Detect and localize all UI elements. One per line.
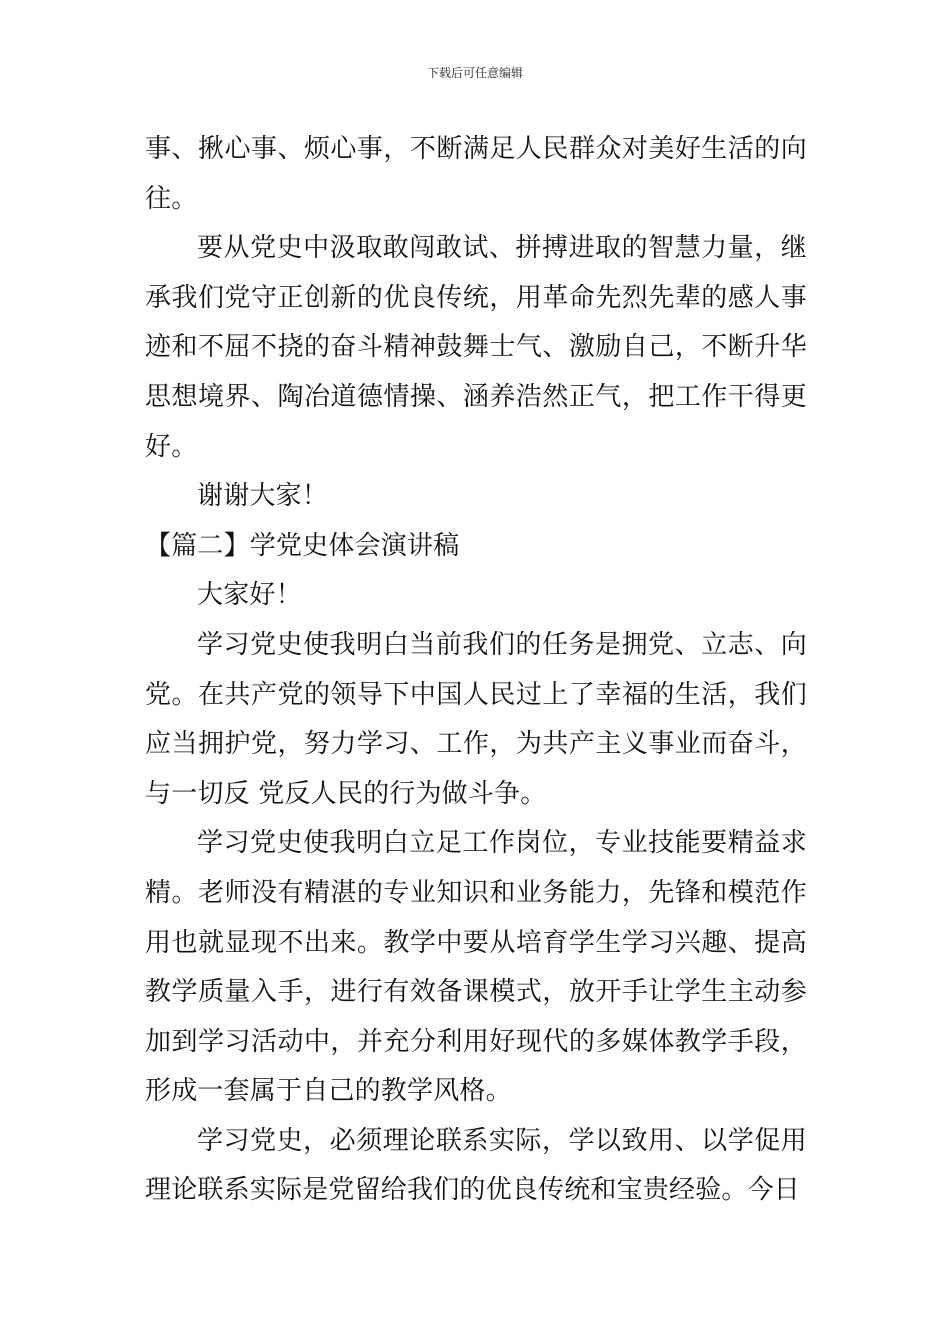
document-body xyxy=(145,125,807,1216)
paragraph: 学习党史，必须理论联系实际，学以致用、以学促用理论联系实际是党留给我们的优良传统和宝贵经验。今日 xyxy=(145,1125,807,1206)
paragraph-closing: 谢谢大家！ xyxy=(197,481,329,512)
paragraph-continuation: 事、揪心事、烦心事，不断满足人民群众对美好生活的向往。 xyxy=(145,134,807,214)
paragraph: 要从党史中汲取敢闯敢试、拼搏进取的智慧力量，继承我们党守正创新的优良传统，用革命先烈先辈的感人事迹和不屈不挠的奋斗精神鼓舞士气、激励自己，不断升华思想境界、陶冶道德情操、涵养浩然正气，把工作干得更好。 xyxy=(145,233,807,462)
paragraph-greeting: 大家好！ xyxy=(197,580,302,611)
section-heading: 【篇二】学党史体会演讲稿 xyxy=(145,530,460,561)
paragraph: 学习党史使我明白立足工作岗位，专业技能要精益求精。老师没有精湛的专业知识和业务能力，先锋和模范作用也就显现不出来。教学中要从培育学生学习兴趣、提高教学质量入手，进行有效备课模式，放开手让学生主动参加到学习活动中，并充分利用好现代的多媒体教学手段，形成一套属于自己的教学风格。 xyxy=(145,828,807,1107)
page-header: 下载后可任意编辑 xyxy=(426,66,523,80)
paragraph: 学习党史使我明白当前我们的任务是拥党、立志、向党。在共产党的领导下中国人民过上了幸福的生活，我们应当拥护党，努力学习、工作，为共产主义事业而奋斗，与一切反 党反人民的行为做斗争。 xyxy=(145,629,807,809)
